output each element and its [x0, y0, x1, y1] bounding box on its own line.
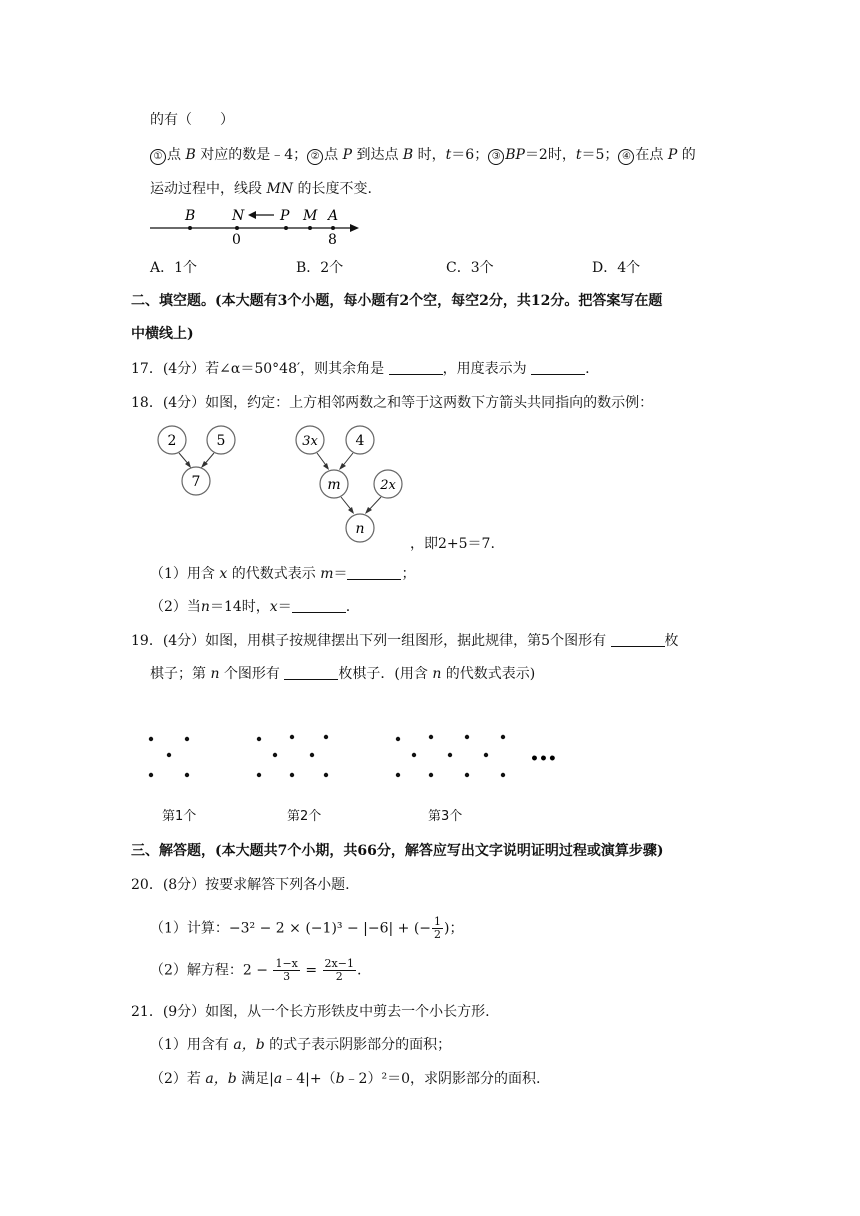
- svg-text:5: 5: [216, 433, 226, 449]
- point-b: [188, 226, 192, 230]
- pattern-1: [149, 737, 189, 777]
- section-3-heading: 三、解答题，(本大题共7个小期，共66分，解答应写出文字说明证明过程或演算步骤): [131, 843, 664, 859]
- fraction: $\frac{2x-1}{2}$: [324, 957, 354, 983]
- q21-part-2: （2）若 a，b 满足|a﹣4|+（b﹣2）²＝0，求阴影部分的面积.: [150, 1071, 541, 1087]
- answer-blank[interactable]: [347, 565, 401, 580]
- fraction: $\frac{1-x}{3}$: [275, 957, 298, 983]
- point-n: [235, 226, 239, 230]
- variable-tree-figure: [290, 422, 420, 552]
- point-p: [284, 226, 288, 230]
- q16-tail: 的有（ ）: [150, 112, 234, 128]
- ellipsis: •••: [530, 751, 557, 767]
- label-p: P: [280, 208, 290, 224]
- pattern-2: [257, 735, 328, 777]
- option-b: B．2个: [296, 260, 344, 276]
- section-2-heading-cont: 中横线上): [131, 326, 194, 342]
- q16-statements: ① 点 B 对应的数是﹣4； ② 点 P 到达点 B 时，t＝6； ③ BP＝2时，t＝5； ④ 在点 P 的: [150, 146, 696, 165]
- fraction: $\frac{1}{2}$: [434, 915, 442, 941]
- marker-2: ②: [307, 149, 323, 165]
- tick-8: 8: [328, 232, 337, 248]
- point-m: [308, 226, 312, 230]
- point-a: [331, 226, 335, 230]
- example-tree-figure: [150, 422, 250, 502]
- section-2-heading: 二、填空题。(本大题有3个小题，每小题有2个空，每空2分，共12分。把答案写在题: [131, 293, 663, 309]
- marker-1: ①: [150, 149, 166, 165]
- svg-text:3x: 3x: [302, 434, 318, 449]
- svg-text:n: n: [355, 521, 365, 537]
- answer-blank[interactable]: [284, 665, 338, 680]
- figure-label-1: 第1个: [162, 809, 197, 824]
- svg-text:2: 2: [167, 433, 177, 449]
- example-caption: ，即2+5＝7.: [410, 536, 495, 552]
- number-line-figure: [146, 204, 366, 248]
- left-arrow-icon: [248, 211, 274, 219]
- question-21: 21．(9分）如图，从一个长方形铁皮中剪去一个小长方形.: [131, 1004, 490, 1020]
- svg-text:m: m: [327, 477, 341, 493]
- svg-text:4: 4: [355, 433, 365, 449]
- figure-label-3: 第3个: [428, 809, 463, 824]
- question-19: 19．(4分）如图，用棋子按规律摆出下列一组图形，据此规律，第5个图形有 枚: [131, 633, 679, 649]
- option-d: D．4个: [592, 260, 641, 276]
- tick-0: 0: [232, 232, 241, 248]
- answer-blank[interactable]: [389, 360, 443, 375]
- answer-blank[interactable]: [292, 598, 346, 613]
- question-19-cont: 棋子；第 n 个图形有 枚棋子．(用含 n 的代数式表示): [150, 666, 536, 682]
- q21-part-1: （1）用含有 a，b 的式子表示阴影部分的面积；: [150, 1037, 452, 1053]
- option-c: C．3个: [446, 260, 494, 276]
- q20-part-2: （2）解方程：2 − $\frac{1-x}{3}$ = $\frac{2x-1}{2}$ .: [150, 957, 362, 983]
- svg-text:2x: 2x: [380, 478, 396, 493]
- q18-part-2: （2）当n＝14时，x＝ .: [150, 599, 351, 615]
- label-a: A: [328, 208, 339, 224]
- pattern-3: [396, 735, 505, 777]
- chess-pattern-figure: [140, 725, 560, 790]
- figure-label-2: 第2个: [287, 809, 322, 824]
- marker-3: ③: [488, 149, 504, 165]
- option-a: A．1个: [150, 260, 198, 276]
- answer-blank[interactable]: [531, 360, 585, 375]
- marker-4: ④: [618, 149, 634, 165]
- label-m: M: [303, 208, 318, 224]
- q20-part-1: （1）计算：−3² − 2 × (−1)³ − |−6| + (− $\frac{1}{2}$ )；: [150, 915, 464, 941]
- svg-text:7: 7: [191, 474, 201, 490]
- q18-part-1: （1）用含 x 的代数式表示 m＝ ；: [150, 566, 416, 582]
- question-18: 18．(4分）如图，约定：上方相邻两数之和等于这两数下方箭头共同指向的数示例：: [131, 395, 654, 411]
- answer-blank[interactable]: [611, 632, 665, 647]
- q16-statement-4-cont: 运动过程中，线段 MN 的长度不变.: [150, 181, 372, 197]
- question-17: 17．(4分）若∠α＝50°48′，则其余角是 ，用度表示为 .: [131, 361, 590, 377]
- question-20: 20．(8分）按要求解答下列各小题.: [131, 877, 350, 893]
- label-b: B: [185, 208, 196, 224]
- label-n: N: [232, 208, 245, 224]
